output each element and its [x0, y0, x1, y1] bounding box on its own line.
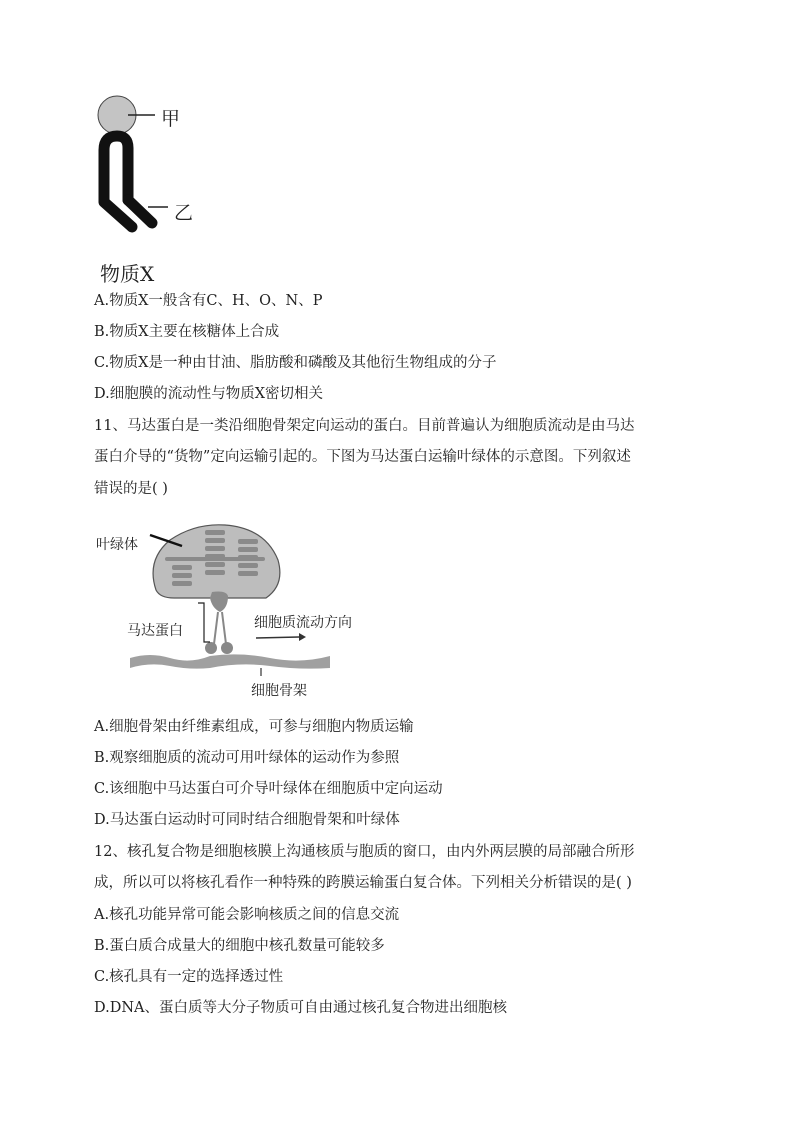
option-c: C.物质X是一种由甘油、脂肪酸和磷酸及其他衍生物组成的分子	[94, 355, 497, 371]
label-yi: 乙	[174, 202, 194, 224]
figure-caption: 物质X	[100, 262, 155, 286]
option-a: A.核孔功能异常可能会影响核质之间的信息交流	[94, 907, 400, 923]
option-d: D.DNA、蛋白质等大分子物质可自由通过核孔复合物进出细胞核	[94, 1000, 507, 1016]
chloroplast-shape	[153, 525, 280, 598]
option-d: D.马达蛋白运动时可同时结合细胞骨架和叶绿体	[94, 812, 400, 828]
option-a: A.细胞骨架由纤维素组成，可参与细胞内物质运输	[94, 719, 414, 735]
option-b: B.观察细胞质的流动可用叶绿体的运动作为参照	[94, 750, 400, 766]
question-11-stem-line: 蛋白介导的“货物”定向运输引起的。下图为马达蛋白运输叶绿体的示意图。下列叙述	[94, 449, 631, 465]
tail-left-shape	[104, 136, 132, 227]
option-b: B.物质X主要在核糖体上合成	[94, 324, 280, 340]
question-11-stem-line: 11、马达蛋白是一类沿细胞骨架定向运动的蛋白。目前普遍认为细胞质流动是由马达	[94, 418, 635, 434]
question-12-stem-line: 12、核孔复合物是细胞核膜上沟通核质与胞质的窗口，由内外两层膜的局部融合所形	[94, 844, 635, 860]
arrow-right-icon	[299, 633, 306, 641]
option-d: D.细胞膜的流动性与物质X密切相关	[94, 386, 324, 402]
label-motor-protein: 马达蛋白	[127, 623, 183, 639]
label-chloroplast: 叶绿体	[96, 537, 138, 553]
question-11-stem-line: 错误的是( )	[94, 481, 168, 497]
label-flow-direction: 细胞质流动方向	[254, 615, 352, 631]
cytoskeleton-shape	[130, 654, 330, 668]
option-c: C.该细胞中马达蛋白可介导叶绿体在细胞质中定向运动	[94, 781, 443, 797]
option-a: A.物质X一般含有C、H、O、N、P	[94, 293, 323, 309]
question-12-stem-line: 成，所以可以将核孔看作一种特殊的跨膜运输蛋白复合体。下列相关分析错误的是( )	[94, 875, 632, 891]
option-b: B.蛋白质合成量大的细胞中核孔数量可能较多	[94, 938, 385, 954]
label-jia: 甲	[161, 108, 181, 130]
option-c: C.核孔具有一定的选择透过性	[94, 969, 284, 985]
label-cytoskeleton: 细胞骨架	[251, 683, 307, 699]
substance-x-diagram	[90, 90, 210, 260]
